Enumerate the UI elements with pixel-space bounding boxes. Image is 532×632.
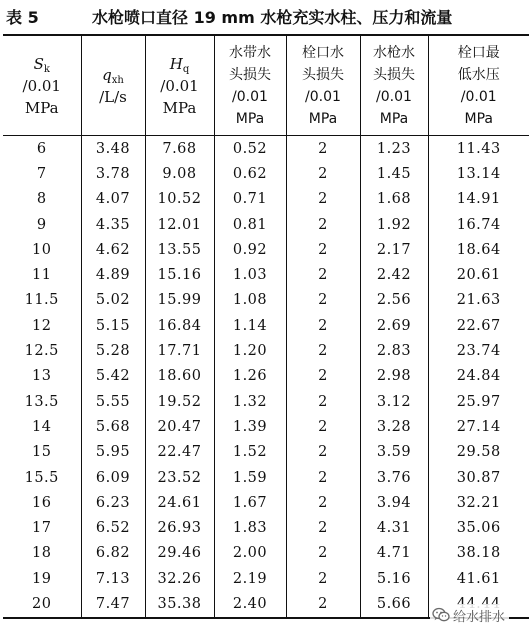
table-row: [3, 541, 529, 566]
cell-hose-loss: 2.19: [214, 566, 286, 591]
cell-nozzle-loss: 3.76: [360, 465, 428, 490]
cell-min-pressure: 38.18: [428, 541, 529, 566]
cell-nozzle-loss: 1.23: [360, 136, 428, 162]
table-row: [3, 136, 529, 162]
cell-min-pressure: 25.97: [428, 389, 529, 414]
table-row: [3, 440, 529, 465]
cell-hose-loss: 0.92: [214, 237, 286, 262]
cell-qxh: 5.02: [81, 288, 145, 313]
cell-hose-loss: 1.03: [214, 262, 286, 287]
table-title: 水枪喷口直径 19 mm 水枪充实水柱、压力和流量: [92, 8, 453, 27]
cell-hose-loss: 1.20: [214, 338, 286, 363]
cell-qxh: 3.78: [81, 161, 145, 186]
cell-hydrant-loss: 2: [286, 262, 360, 287]
cell-nozzle-loss: 2.42: [360, 262, 428, 287]
cell-sk: 13.5: [24, 393, 59, 410]
cell-sk: 7: [36, 165, 47, 182]
cell-hq: 15.99: [145, 288, 214, 313]
header-hydrant-loss: 栓口水 头损失 /0.01 MPa: [286, 35, 360, 136]
cell-qxh: 4.35: [81, 212, 145, 237]
cell-hq: 22.47: [145, 440, 214, 465]
cell-hydrant-loss: 2: [286, 364, 360, 389]
cell-min-pressure: 24.84: [428, 364, 529, 389]
cell-min-pressure: 27.14: [428, 414, 529, 439]
cell-qxh: 4.89: [81, 262, 145, 287]
cell-hq: 15.16: [145, 262, 214, 287]
cell-hydrant-loss: 2: [286, 237, 360, 262]
cell-hose-loss: 0.71: [214, 187, 286, 212]
header-nozzle-loss: 水枪水 头损失 /0.01 MPa: [360, 35, 428, 136]
table-row: [3, 414, 529, 439]
cell-hose-loss: 0.81: [214, 212, 286, 237]
cell-hq: 18.60: [145, 364, 214, 389]
cell-sk: 8: [36, 191, 47, 208]
cell-min-pressure: 32.21: [428, 490, 529, 515]
cell-hose-loss: 1.14: [214, 313, 286, 338]
table-row: [3, 288, 529, 313]
header-hose-loss: 水带水 头损失 /0.01 MPa: [214, 35, 286, 136]
table-row: [3, 187, 529, 212]
cell-nozzle-loss: 3.12: [360, 389, 428, 414]
cell-sk: 16: [32, 494, 52, 511]
cell-hydrant-loss: 2: [286, 389, 360, 414]
cell-hose-loss: 1.52: [214, 440, 286, 465]
cell-sk: 12: [32, 317, 52, 334]
table-row: [3, 465, 529, 490]
cell-hq: 23.52: [145, 465, 214, 490]
table-row: [3, 566, 529, 591]
cell-hydrant-loss: 2: [286, 591, 360, 617]
table-row: [3, 338, 529, 363]
cell-sk: 10: [32, 241, 52, 258]
cell-nozzle-loss: 2.17: [360, 237, 428, 262]
cell-nozzle-loss: 4.71: [360, 541, 428, 566]
cell-qxh: 6.52: [81, 515, 145, 540]
cell-min-pressure: 16.74: [428, 212, 529, 237]
table-row: [3, 515, 529, 540]
cell-hydrant-loss: 2: [286, 136, 360, 162]
cell-hydrant-loss: 2: [286, 338, 360, 363]
cell-min-pressure: 29.58: [428, 440, 529, 465]
cell-hq: 13.55: [145, 237, 214, 262]
cell-min-pressure: 21.63: [428, 288, 529, 313]
cell-nozzle-loss: 1.92: [360, 212, 428, 237]
cell-sk: 18: [32, 545, 52, 562]
cell-hydrant-loss: 2: [286, 313, 360, 338]
cell-hq: 29.46: [145, 541, 214, 566]
cell-qxh: 5.28: [81, 338, 145, 363]
cell-sk: 19: [32, 570, 52, 587]
cell-qxh: 4.62: [81, 237, 145, 262]
cell-hydrant-loss: 2: [286, 414, 360, 439]
cell-nozzle-loss: 3.28: [360, 414, 428, 439]
cell-hydrant-loss: 2: [286, 440, 360, 465]
table-row: [3, 212, 529, 237]
cell-hq: 19.52: [145, 389, 214, 414]
cell-hydrant-loss: 2: [286, 566, 360, 591]
header-sk: $S_k$ /0.01 MPa: [3, 35, 81, 136]
cell-min-pressure: 20.61: [428, 262, 529, 287]
cell-hq: 32.26: [145, 566, 214, 591]
cell-hose-loss: 1.83: [214, 515, 286, 540]
cell-hydrant-loss: 2: [286, 465, 360, 490]
cell-qxh: 6.09: [81, 465, 145, 490]
cell-hq: 35.38: [145, 591, 214, 617]
table-row: [3, 237, 529, 262]
cell-hq: 17.71: [145, 338, 214, 363]
cell-hydrant-loss: 2: [286, 212, 360, 237]
cell-hose-loss: 0.62: [214, 161, 286, 186]
cell-hydrant-loss: 2: [286, 161, 360, 186]
cell-qxh: 3.48: [81, 136, 145, 162]
header-min-pressure: 栓口最 低水压 /0.01 MPa: [428, 35, 529, 136]
cell-min-pressure: 13.14: [428, 161, 529, 186]
cell-hydrant-loss: 2: [286, 541, 360, 566]
cell-sk: 15: [32, 444, 52, 461]
cell-min-pressure: 11.43: [428, 136, 529, 162]
cell-hose-loss: 1.08: [214, 288, 286, 313]
data-table: [3, 34, 529, 619]
cell-hydrant-loss: 2: [286, 187, 360, 212]
cell-sk: 20: [32, 595, 52, 612]
cell-nozzle-loss: 2.56: [360, 288, 428, 313]
cell-qxh: 5.55: [81, 389, 145, 414]
cell-min-pressure: 41.61: [428, 566, 529, 591]
cell-nozzle-loss: 2.69: [360, 313, 428, 338]
cell-nozzle-loss: 3.94: [360, 490, 428, 515]
table-number: 表 5: [6, 8, 39, 27]
cell-nozzle-loss: 2.83: [360, 338, 428, 363]
cell-hose-loss: 2.00: [214, 541, 286, 566]
cell-nozzle-loss: 1.68: [360, 187, 428, 212]
cell-nozzle-loss: 4.31: [360, 515, 428, 540]
cell-sk: 12.5: [24, 343, 59, 360]
cell-sk: 9: [36, 216, 47, 233]
cell-nozzle-loss: 5.66: [360, 591, 428, 617]
cell-nozzle-loss: 2.98: [360, 364, 428, 389]
cell-sk: 14: [32, 418, 52, 435]
cell-nozzle-loss: 5.16: [360, 566, 428, 591]
cell-qxh: 7.13: [81, 566, 145, 591]
wechat-icon: [432, 607, 450, 623]
cell-min-pressure: 35.06: [428, 515, 529, 540]
cell-sk: 11: [32, 267, 52, 284]
cell-min-pressure: 30.87: [428, 465, 529, 490]
cell-qxh: 6.23: [81, 490, 145, 515]
cell-hq: 16.84: [145, 313, 214, 338]
cell-hose-loss: 1.67: [214, 490, 286, 515]
cell-nozzle-loss: 1.45: [360, 161, 428, 186]
header-row: [3, 35, 529, 136]
cell-min-pressure: 18.64: [428, 237, 529, 262]
watermark-text: 给水排水: [453, 609, 506, 625]
cell-sk: 6: [36, 140, 47, 157]
table-row: [3, 313, 529, 338]
cell-min-pressure: 23.74: [428, 338, 529, 363]
table-body: [3, 136, 529, 618]
cell-hq: 10.52: [145, 187, 214, 212]
cell-hq: 7.68: [145, 136, 214, 162]
cell-qxh: 4.07: [81, 187, 145, 212]
cell-min-pressure: 14.91: [428, 187, 529, 212]
header-qxh: $q_{xh}$ /L/s: [81, 35, 145, 136]
table-row: [3, 490, 529, 515]
watermark: [430, 604, 509, 626]
cell-hose-loss: 1.32: [214, 389, 286, 414]
cell-sk: 17: [32, 520, 52, 537]
table-row: [3, 161, 529, 186]
cell-qxh: 5.68: [81, 414, 145, 439]
cell-min-pressure: 22.67: [428, 313, 529, 338]
table-row: [3, 389, 529, 414]
cell-hq: 26.93: [145, 515, 214, 540]
cell-nozzle-loss: 3.59: [360, 440, 428, 465]
cell-sk: 13: [32, 368, 52, 385]
table-caption: [0, 6, 532, 30]
cell-qxh: 7.47: [81, 591, 145, 617]
cell-sk: 11.5: [24, 292, 59, 309]
cell-hydrant-loss: 2: [286, 288, 360, 313]
cell-hq: 20.47: [145, 414, 214, 439]
table-row: [3, 262, 529, 287]
cell-hydrant-loss: 2: [286, 515, 360, 540]
cell-hose-loss: 1.26: [214, 364, 286, 389]
cell-qxh: 5.95: [81, 440, 145, 465]
cell-hose-loss: 1.39: [214, 414, 286, 439]
cell-sk: 15.5: [24, 469, 59, 486]
cell-hose-loss: 2.40: [214, 591, 286, 617]
cell-hose-loss: 1.59: [214, 465, 286, 490]
cell-hq: 12.01: [145, 212, 214, 237]
cell-hq: 24.61: [145, 490, 214, 515]
cell-hydrant-loss: 2: [286, 490, 360, 515]
cell-hq: 9.08: [145, 161, 214, 186]
cell-hose-loss: 0.52: [214, 136, 286, 162]
header-hq: $H_q$ /0.01 MPa: [145, 35, 214, 136]
cell-qxh: 5.42: [81, 364, 145, 389]
cell-qxh: 6.82: [81, 541, 145, 566]
table-row: [3, 364, 529, 389]
cell-qxh: 5.15: [81, 313, 145, 338]
